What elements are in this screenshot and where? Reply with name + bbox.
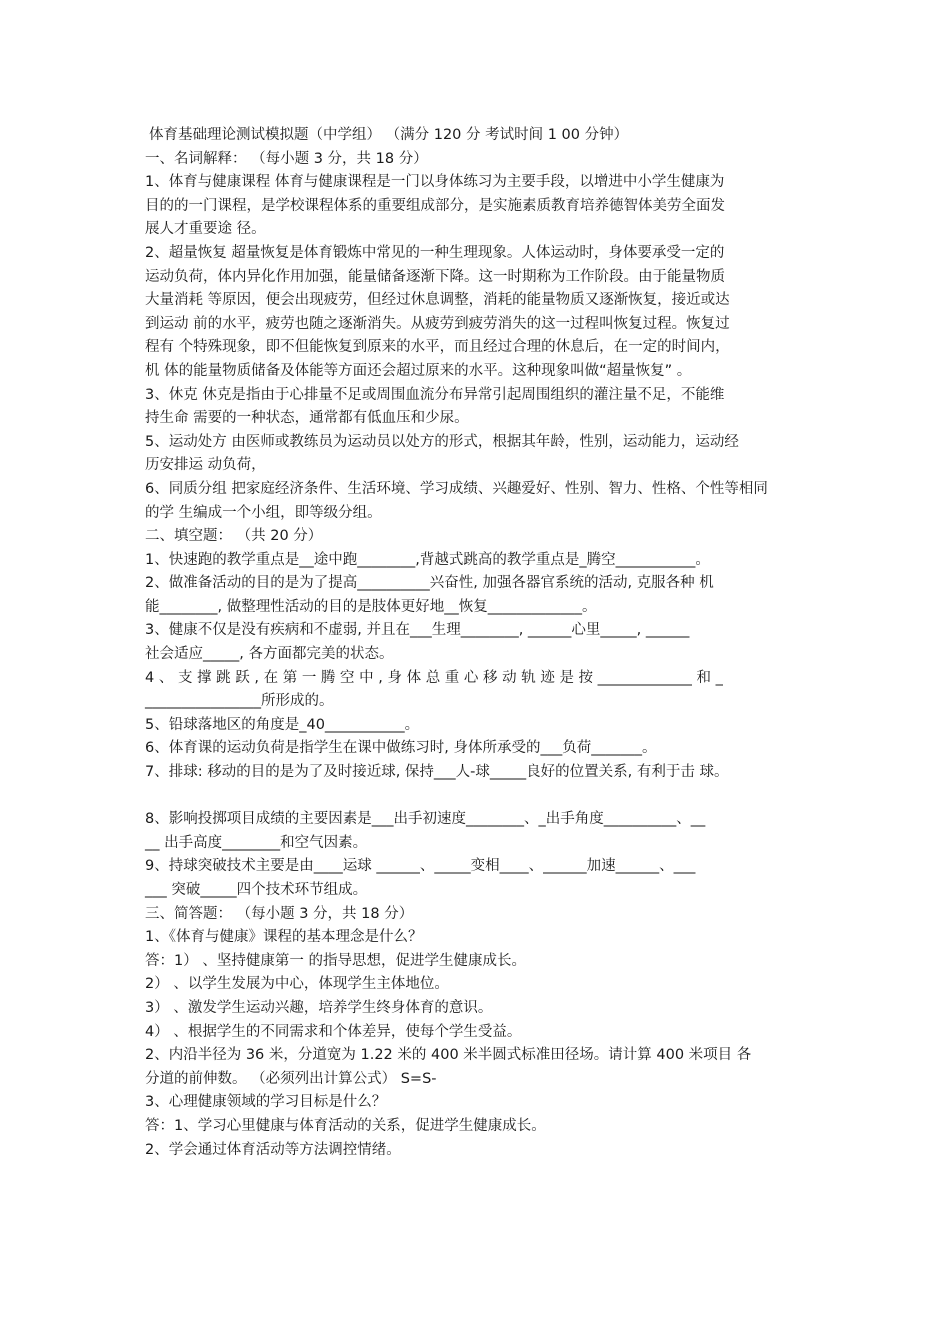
text-line: ___ 突破_____四个技术环节组成。 (145, 882, 368, 898)
text-line: ________________所形成的。 (145, 693, 334, 710)
text-line: 5、铅球落地区的角度是_40___________。 (145, 716, 420, 733)
text-line: 程有 个特殊现象，即不但能恢复到原来的水平，而且经过合理的休息后，在一定的时间内， (145, 339, 730, 356)
text-line (145, 785, 825, 809)
text-line: 3、心理健康领域的学习目标是什么？ (145, 1094, 387, 1111)
text-line: 4 、 支 撑 跳 跃 , 在 第 一 腾 空 中 , 身 体 总 重 心 移 动 轨 迹 是 按 _____________ 和 _ (145, 669, 723, 686)
text-line: 3、健康不仅是没有疾病和不虚弱, 并且在___生理________, ______心里_____, ______ (145, 622, 690, 639)
document-body (145, 124, 825, 1162)
text-line: 6、同质分组 把家庭经济条件、生活环境、学习成绩、兴趣爱好、性别、智力、性格、个性等相同 (145, 480, 768, 497)
text-line: 3、休克 休克是指由于心排量不足或周围血流分布异常引起周围组织的灌注量不足，不能维 (145, 386, 725, 403)
text-line: 能________, 做整理性活动的目的是肢体更好地__恢复_____________。 (145, 598, 597, 615)
text-line: __ 出手高度________和空气因素。 (145, 834, 368, 851)
text-line: 一、名词解释： （每小题 3 分，共 18 分） (145, 150, 428, 167)
text-line: 1、体育与健康课程 体育与健康课程是一门以身体练习为主要手段，以增进中小学生健康为 (145, 174, 725, 191)
text-line: 3） 、激发学生运动兴趣，培养学生终身体育的意识。 (145, 999, 493, 1016)
text-line: 7、排球: 移动的目的是为了及时接近球, 保持___人-球_____良好的位置关系, 有利于击 球。 (145, 764, 729, 781)
text-line: 机 体的能量物质储备及体能等方面还会超过原来的水平。这种现象叫做“超量恢复” 。 (145, 362, 692, 379)
text-line: 展人才重要途 径。 (145, 221, 266, 238)
text-line: 5、运动处方 由医师或教练员为运动员以处方的形式，根据其年龄，性别，运动能力，运动经 (145, 433, 739, 450)
document-lines (145, 148, 825, 1163)
text-line: 的学 生编成一个小组，即等级分组。 (145, 504, 382, 521)
text-line: 历安排运 动负荷， (145, 457, 266, 474)
text-line: 答：1、学习心里健康与体育活动的关系，促进学生健康成长。 (145, 1117, 546, 1134)
text-line: 2、内沿半径为 36 米，分道宽为 1.22 米的 400 米半圆式标准田径场。请计算 400 米项目 各 (145, 1047, 752, 1064)
text-line: 4） 、根据学生的不同需求和个体差异，使每个学生受益。 (145, 1023, 522, 1040)
text-line: 2、做准备活动的目的是为了提高__________兴奋性, 加强各器官系统的活动, 克服各种 机 (145, 575, 714, 592)
text-line: 到运动 前的水平，疲劳也随之逐渐消失。从疲劳到疲劳消失的这一过程叫恢复过程。恢复过 (145, 315, 730, 332)
text-line: 1、快速跑的教学重点是__途中跑________,背越式跳高的教学重点是_腾空___________。 (145, 551, 710, 568)
text-line: 2、学会通过体育活动等方法调控情绪。 (145, 1141, 401, 1158)
text-line: 2、超量恢复 超量恢复是体育锻炼中常见的一种生理现象。人体运动时，身体要承受一定的 (145, 244, 725, 261)
text-line: 8、影响投掷项目成绩的主要因素是___出手初速度________、_出手角度__________、__ (145, 811, 706, 828)
text-line: 分道的前伸数。 （必须列出计算公式） S=S- (145, 1070, 437, 1087)
text-line: 2） 、以学生发展为中心，体现学生主体地位。 (145, 976, 449, 993)
text-line: 二、填空题： （共 20 分） (145, 528, 323, 545)
text-line: 目的的一门课程，是学校课程体系的重要组成部分，是实施素质教育培养德智体美劳全面发 (145, 197, 725, 214)
document-title: 体育基础理论测试模拟题（中学组） （满分 120 分 考试时间 1 00 分钟） (149, 127, 629, 143)
text-line: 运动负荷，体内异化作用加强，能量储备逐渐下降。这一时期称为工作阶段。由于能量物质 (145, 268, 725, 285)
text-line: 持生命 需要的一种状态，通常都有低血压和少尿。 (145, 410, 469, 427)
text-line: 三、简答题： （每小题 3 分，共 18 分） (145, 905, 414, 922)
text-line: 1、《体育与健康》课程的基本理念是什么？ (145, 929, 423, 946)
text-line: 6、体育课的运动负荷是指学生在课中做练习时, 身体所承受的___负荷_______。 (145, 740, 657, 757)
text-line: 社会适应_____, 各方面都完美的状态。 (145, 646, 394, 663)
text-line: 大量消耗 等原因，便会出现疲劳，但经过休息调整，消耗的能量物质又逐渐恢复，接近或达 (145, 292, 730, 309)
text-line: 9、持球突破技术主要是由____运球 ______、_____变相____、______加速______、___ (145, 858, 696, 875)
text-line: 答：1） 、坚持健康第一 的指导思想，促进学生健康成长。 (145, 952, 526, 969)
